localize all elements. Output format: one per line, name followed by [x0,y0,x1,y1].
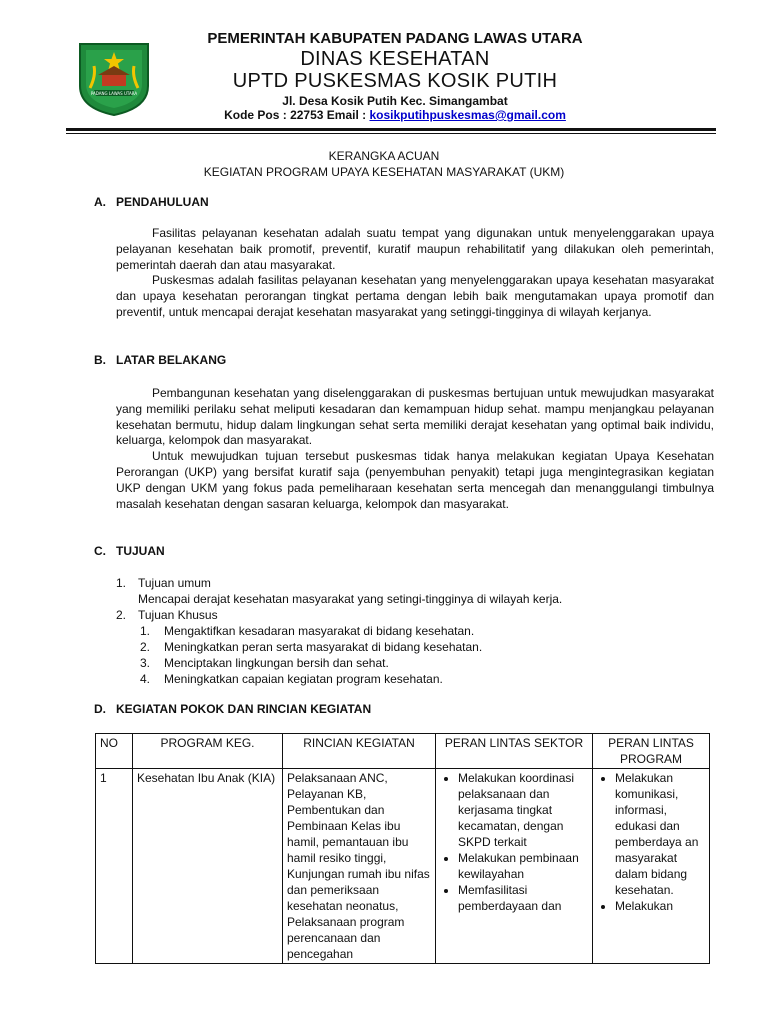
header-government: PEMERINTAH KABUPATEN PADANG LAWAS UTARA [207,30,583,47]
doc-subtitle: KEGIATAN PROGRAM UPAYA KESEHATAN MASYARAKAT (UKM) [203,165,565,179]
section-c-num: C. [94,544,106,558]
postal-code: Kode Pos : 22753 Email : [224,108,370,122]
tujuan-khusus [116,607,716,623]
list-item: • Melakukan pembinaan kewilayahan [458,850,588,882]
section-a-heading [94,195,209,209]
header-rule-thin [66,133,716,134]
tujuan-list [116,575,716,687]
list-item-num: 2. [140,640,151,654]
section-b-title: LATAR BELAKANG [116,353,227,367]
section-a-num: A. [94,195,106,209]
list-item: • Melakukan [615,898,705,914]
section-d-num: D. [94,702,106,716]
tujuan-umum-label: Tujuan umum [138,576,211,590]
list-item-text: Meningkatkan capaian kegiatan program kesehatan. [164,672,443,686]
section-b-num: B. [94,353,106,367]
list-item-num: 1. [140,624,151,638]
section-a-p2: Puskesmas adalah fasilitas pelayanan kesehatan yang menyelenggarakan upaya kesehatan masyarakat dan upaya kesehatan perorangan tingkat pertama dengan lebih baik mengutamakan upaya promotif dan preventif, untuk mencapai derajat kesehatan masyarakat yang setinggi-tingginya di wilayah kerjanya. [116,273,714,319]
list-item [116,671,716,687]
tujuan-khusus-num: 2. [116,608,127,622]
list-item [116,623,716,639]
list-item: • Melakukan koordinasi pelaksanaan dan kerjasama tingkat kecamatan, dengan SKPD terkait [458,770,588,850]
svg-text:PADANG LAWAS UTARA: PADANG LAWAS UTARA [90,91,138,96]
email-link[interactable]: kosikputihpuskesmas@gmail.com [369,108,566,122]
list-item [116,655,716,671]
col-header-no: NO [96,734,133,769]
col-header-lintas-sektor: PERAN LINTAS SEKTOR [436,734,593,769]
tujuan-umum-text: Mencapai derajat kesehatan masyarakat yang setingi-tingginya di wilayah kerja. [138,592,563,606]
header-address: Jl. Desa Kosik Putih Kec. Simangambat [282,94,508,108]
kegiatan-table [95,733,710,964]
cell-program: Kesehatan Ibu Anak (KIA) [133,769,283,964]
header-department: DINAS KESEHATAN [300,48,490,70]
section-d-heading [94,702,371,716]
section-a-p1: Fasilitas pelayanan kesehatan adalah suatu tempat yang digunakan untuk menyelenggarakan upaya pelayanan kesehatan baik promotif, preventif, kuratif maupun rehabilitatif yang dilakukan oleh pemerintah, pemerintah daerah dan atau masyarakat. [116,226,714,272]
doc-title: KERANGKA ACUAN [328,149,440,163]
list-item-num: 4. [140,672,151,686]
list-item-text: Meningkatkan peran serta masyarakat di bidang kesehatan. [164,640,483,654]
header-puskesmas: UPTD PUSKESMAS KOSIK PUTIH [232,70,558,92]
table-header-row [96,734,710,769]
col-header-program: PROGRAM KEG. [133,734,283,769]
list-item: • Melakukan komunikasi, informasi, edukasi dan pemberdaya an masyarakat dalam bidang kesehatan. [615,770,705,898]
section-b-body [116,386,714,512]
cell-no: 1 [96,769,133,964]
tujuan-umum [116,575,716,591]
col-header-rincian: RINCIAN KEGIATAN [283,734,436,769]
section-c-title: TUJUAN [116,544,165,558]
list-item-num: 3. [140,656,151,670]
tujuan-umum-text-row [116,591,716,607]
cell-rincian: Pelaksanaan ANC, Pelayanan KB, Pembentukan dan Pembinaan Kelas ibu hamil, pemantauan ibu hamil resiko tinggi, Kunjungan rumah ibu nifas dan pemeriksaan kesehatan neonatus, Pelaksanaan program perencanaan dan pencegahan [283,769,436,964]
tujuan-umum-num: 1. [116,576,127,590]
list-item: • Memfasilitasi pemberdayaan dan [458,882,588,914]
list-item [116,639,716,655]
list-item-text: Mengaktifkan kesadaran masyarakat di bidang kesehatan. [164,624,475,638]
section-b-p1: Pembangunan kesehatan yang diselenggarakan di puskesmas bertujuan untuk mewujudkan masyarakat yang memiliki perilaku sehat meliputi kesadaran dan kemampuan hidup sehat. mampu menjangkau pelayanan kesehatan bermutu, hidup dalam lingkungan sehat serta memiliki derajat kesehatan yang optimal baik individu, keluarga, kelompok dan masyarakat. [116,386,714,448]
header-rule-thick [66,128,716,131]
cell-lintas-program [593,769,710,964]
col-header-lintas-program: PERAN LINTAS PROGRAM [593,734,710,769]
list-item-text: Menciptakan lingkungan bersih dan sehat. [164,656,389,670]
table-row [96,769,710,964]
cell-lintas-sektor [436,769,593,964]
section-a-title: PENDAHULUAN [116,195,209,209]
section-d-title: KEGIATAN POKOK DAN RINCIAN KEGIATAN [116,702,372,716]
header-postal [90,108,700,122]
section-a-body [116,226,714,321]
section-c-heading [94,544,165,558]
tujuan-khusus-label: Tujuan Khusus [138,608,218,622]
section-b-heading [94,353,226,367]
section-b-p2: Untuk mewujudkan tujuan tersebut puskesmas tidak hanya melakukan kegiatan Upaya Kesehatan Perorangan (UKP) yang bersifat kuratif saja (penyembuhan penyakit) tetapi juga mengintegrasikan kegiatan UKP dengan UKM yang fokus pada pemeliharaan kesehatan serta mencegah dan menanggulangi timbulnya masalah kesehatan dengan sasaran keluarga, kelompok dan masyarakat. [116,449,714,511]
